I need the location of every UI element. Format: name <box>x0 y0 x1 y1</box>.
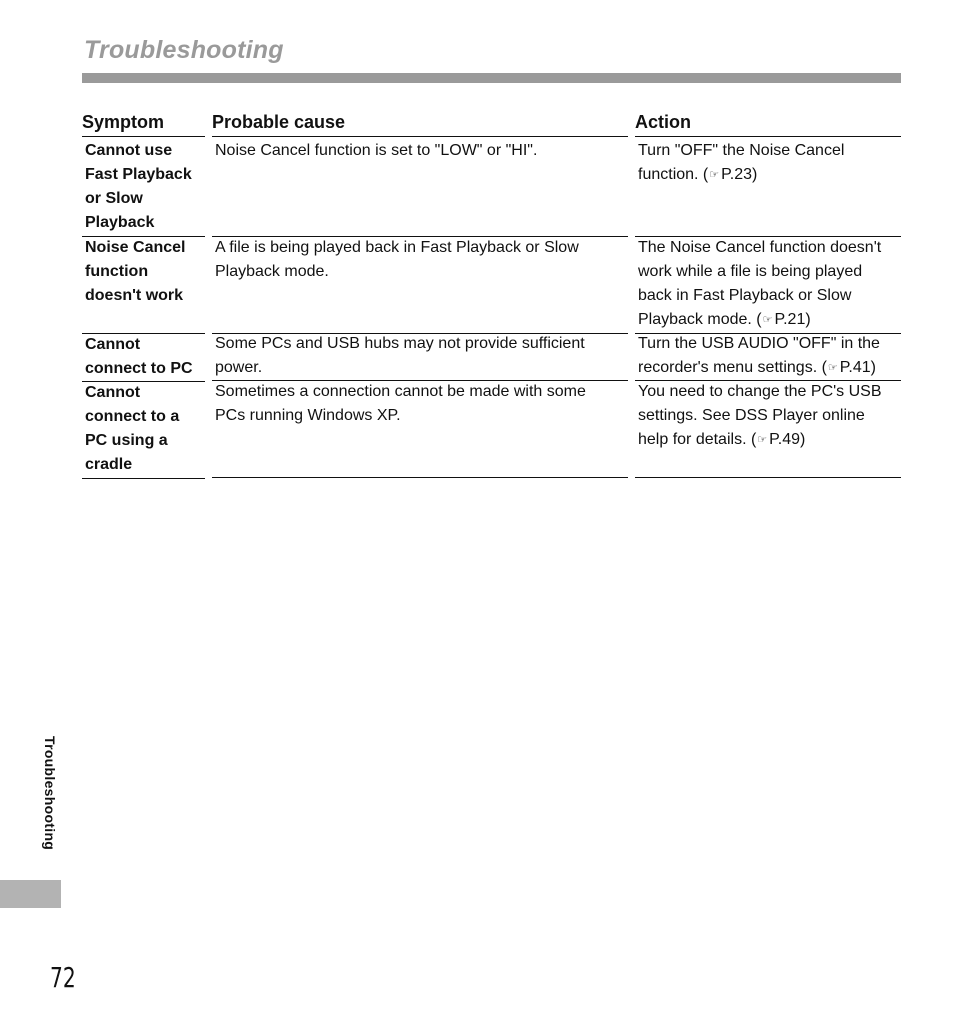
action-cell <box>635 236 901 332</box>
symptom-line: connect to PC <box>85 360 193 377</box>
symptom-cell <box>82 381 205 477</box>
sidebar-section-label: Troubleshooting <box>42 736 58 851</box>
cause-line: Playback mode. <box>215 263 329 280</box>
symptom-line: Noise Cancel <box>85 239 186 256</box>
action-line: settings. See DSS Player online <box>638 407 865 424</box>
symptom-line: Cannot use <box>85 142 173 159</box>
symptom-cell <box>82 236 205 308</box>
action-line: back in Fast Playback or Slow <box>638 287 852 304</box>
cause-line: Some PCs and USB hubs may not provide sufficient <box>215 335 585 352</box>
action-cell <box>635 332 901 380</box>
section-tab-marker <box>0 880 61 908</box>
table-bottom-rule <box>82 478 205 479</box>
action-line <box>638 308 901 332</box>
action-cell <box>635 380 901 452</box>
symptom-line: Fast Playback <box>85 166 192 183</box>
symptom-cell <box>82 139 205 235</box>
cause-cell <box>212 236 628 284</box>
action-line: You need to change the PC's USB <box>638 383 882 400</box>
row-divider <box>635 136 901 137</box>
action-line: work while a file is being played <box>638 263 863 280</box>
row-divider <box>212 136 628 137</box>
action-line <box>638 163 901 187</box>
action-line: Turn the USB AUDIO "OFF" in the <box>638 335 880 352</box>
page-reference: P.49) <box>769 431 806 448</box>
pointing-hand-icon: ☞ <box>757 434 768 446</box>
row-divider <box>82 136 205 137</box>
cause-line: power. <box>215 359 263 376</box>
pointing-hand-icon: ☞ <box>709 169 720 181</box>
action-text: function. ( <box>638 166 709 183</box>
cause-line: PCs running Windows XP. <box>215 407 401 424</box>
action-cell <box>635 139 901 187</box>
page-reference: P.41) <box>839 359 876 376</box>
page-number: 72 <box>50 961 76 994</box>
action-line: The Noise Cancel function doesn't <box>638 239 882 256</box>
symptom-line: PC using a <box>85 432 168 449</box>
cause-cell <box>212 332 628 380</box>
table-bottom-rule <box>635 477 901 478</box>
table-bottom-rule <box>212 477 628 478</box>
page-title: Troubleshooting <box>84 36 284 64</box>
action-text: Playback mode. ( <box>638 311 762 328</box>
action-line <box>638 356 901 380</box>
page-reference: P.21) <box>774 311 811 328</box>
action-text: recorder's menu settings. ( <box>638 359 827 376</box>
cause-cell <box>212 139 628 163</box>
symptom-line: function <box>85 263 149 280</box>
cause-line: Noise Cancel function is set to "LOW" or "HI". <box>215 142 538 159</box>
symptom-line: Cannot <box>85 336 141 353</box>
column-header-action: Action <box>635 112 691 132</box>
cause-cell <box>212 380 628 428</box>
column-header-symptom: Symptom <box>82 112 165 132</box>
title-underline-bar <box>82 73 901 83</box>
cause-line: Sometimes a connection cannot be made with some <box>215 383 586 400</box>
symptom-line: or Slow <box>85 190 143 207</box>
action-line: Turn "OFF" the Noise Cancel <box>638 142 845 159</box>
symptom-line: cradle <box>85 456 133 473</box>
action-line <box>638 428 901 452</box>
symptom-line: doesn't work <box>85 287 184 304</box>
symptom-line: Playback <box>85 214 155 231</box>
symptom-cell <box>82 333 205 381</box>
page-reference: P.23) <box>721 166 758 183</box>
column-header-probable-cause: Probable cause <box>212 112 346 132</box>
pointing-hand-icon: ☞ <box>762 314 773 326</box>
symptom-line: connect to a <box>85 408 180 425</box>
cause-line: A file is being played back in Fast Playback or Slow <box>215 239 579 256</box>
action-text: help for details. ( <box>638 431 757 448</box>
symptom-line: Cannot <box>85 384 141 401</box>
pointing-hand-icon: ☞ <box>827 362 838 374</box>
